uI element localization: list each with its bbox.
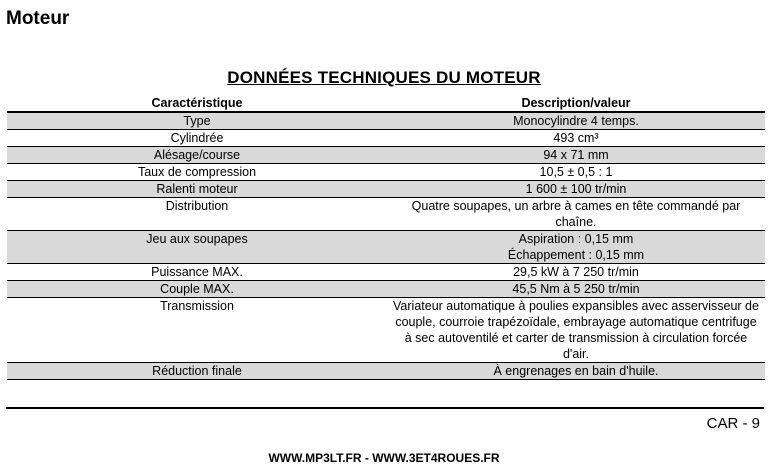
table-row [7,231,765,264]
table-row [7,164,765,181]
row-label: Taux de compression [137,165,257,179]
row-value: 1 600 ± 100 tr/min [525,182,627,196]
row-value [387,231,765,264]
row-label: Cylindrée [170,131,224,145]
row-label: Distribution [165,199,229,213]
table-row [7,281,765,298]
column-header-description: Description/valeur [521,96,631,110]
page-divider [6,407,764,409]
row-label: Réduction finale [152,364,242,378]
row-value: 29,5 kW à 7 250 tr/min [513,265,639,279]
table-row [7,112,765,130]
row-value: 94 x 71 mm [543,148,609,162]
page-number: CAR - 9 [706,415,760,432]
table-row [7,147,765,164]
table-header-row [7,95,765,112]
row-label: Type [183,114,211,128]
row-value: 10,5 ± 0,5 : 1 [539,165,613,179]
row-value: Monocylindre 4 temps. [513,114,639,128]
table-row [7,130,765,147]
row-label: Puissance MAX. [151,265,243,279]
table-row [7,298,765,363]
row-label: Alésage/course [153,148,241,162]
section-title: Moteur [6,8,70,29]
table-row [7,363,765,380]
row-label: Jeu aux soupapes [146,232,248,246]
table-row [7,181,765,198]
row-value-line: Aspiration : 0,15 mm [518,232,634,246]
row-value-line: Échappement : 0,15 mm [507,248,645,262]
row-value: 493 cm³ [553,131,599,145]
row-value: Variateur automatique à poulies expansibles avec asservisseur de couple, courroie trapézoïdale, embrayage automatique centrifuge à sec autoventilé et carter de transmission à circulation forcée d'air. [393,299,759,361]
row-label: Transmission [160,299,234,313]
column-header-characteristic: Caractéristique [151,96,243,110]
table-row [7,264,765,281]
row-value: Quatre soupapes, un arbre à cames en tête commandé par chaîne. [411,199,741,229]
footer-url: WWW.MP3LT.FR - WWW.3ET4ROUES.FR [268,451,500,465]
document-title: DONNÉES TECHNIQUES DU MOTEUR [227,68,541,87]
row-label: Couple MAX. [160,282,234,296]
row-value: 45,5 Nm à 5 250 tr/min [512,282,640,296]
row-label: Ralenti moteur [156,182,238,196]
engine-spec-table [7,95,765,380]
row-value: À engrenages en bain d'huile. [493,364,659,378]
table-row [7,198,765,231]
